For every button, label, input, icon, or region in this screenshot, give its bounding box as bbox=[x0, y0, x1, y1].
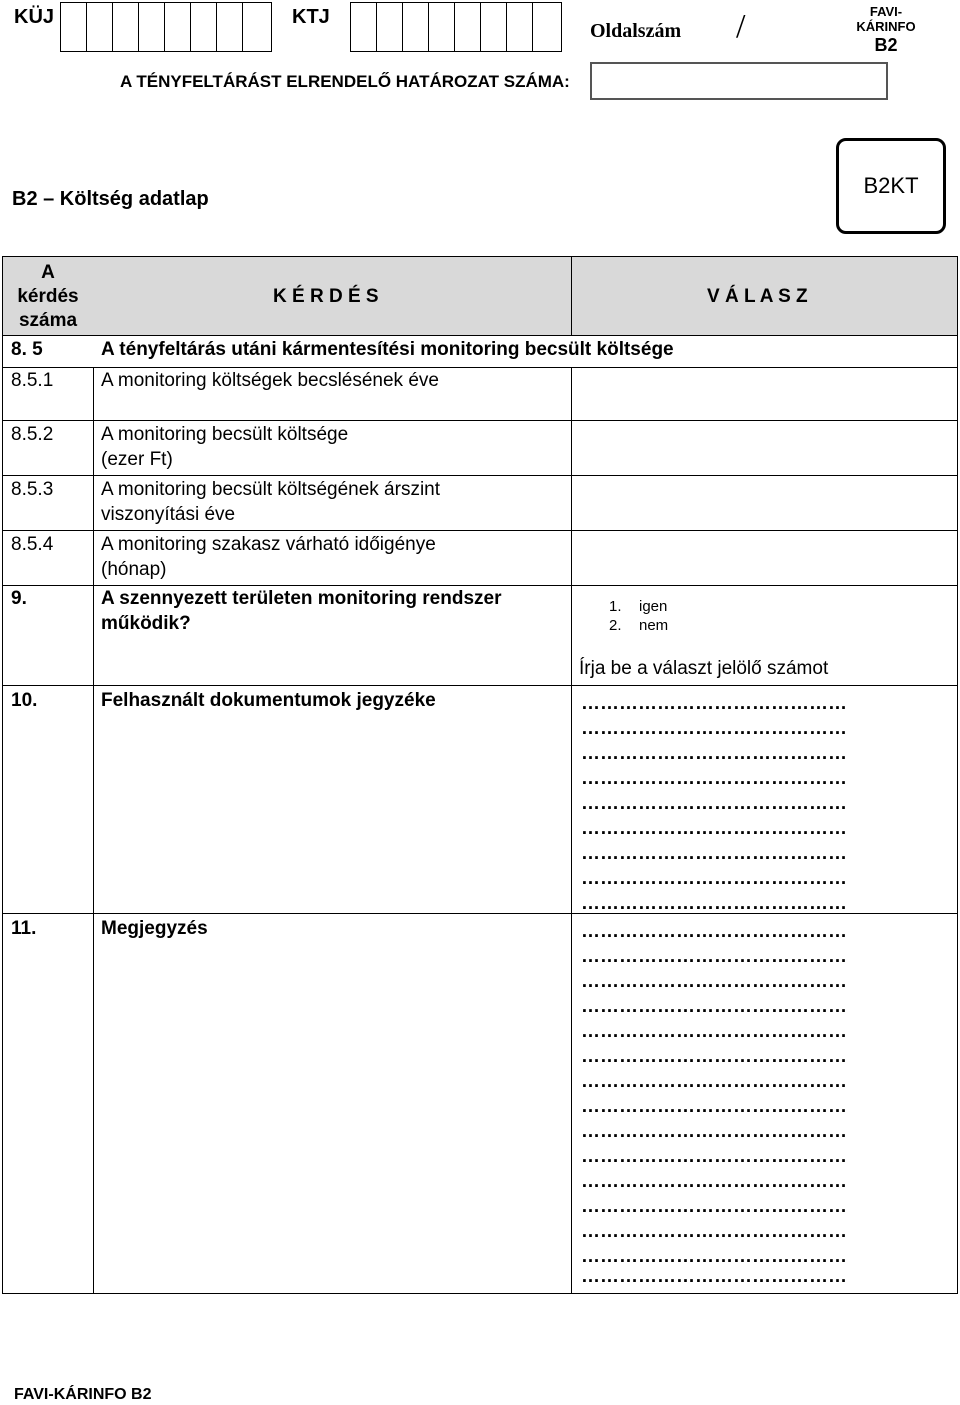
dotted-line: …………………………………… bbox=[581, 868, 847, 889]
col-header-answer: V Á L A S Z bbox=[707, 286, 808, 307]
dotted-line: …………………………………… bbox=[581, 793, 847, 814]
answer-field-8-5-4[interactable] bbox=[573, 531, 957, 585]
hatarozat-input[interactable] bbox=[590, 62, 888, 100]
row-question: A monitoring becsült költsége bbox=[101, 424, 349, 445]
option-label-nem: nem bbox=[639, 617, 669, 634]
dotted-line: …………………………………… bbox=[581, 1221, 847, 1242]
row-num: 9. bbox=[11, 588, 27, 609]
row-num: 8.5.1 bbox=[11, 370, 54, 391]
row-question-line-2: (ezer Ft) bbox=[101, 449, 173, 470]
dotted-line: …………………………………… bbox=[581, 1096, 847, 1117]
row-question-line-2: működik? bbox=[101, 613, 191, 634]
kuj-label: KÜJ bbox=[14, 6, 55, 28]
row-num: 10. bbox=[11, 690, 38, 711]
footer-text: FAVI-KÁRINFO B2 bbox=[14, 1386, 152, 1403]
col-header-num bbox=[3, 261, 93, 333]
dotted-line: …………………………………… bbox=[581, 996, 847, 1017]
q11-answer-area[interactable] bbox=[573, 915, 957, 1293]
dotted-line: …………………………………… bbox=[581, 971, 847, 992]
dotted-line: …………………………………… bbox=[581, 818, 847, 839]
answer-field-8-5-2[interactable] bbox=[573, 421, 957, 475]
row-question: A monitoring becsült költségének árszint bbox=[101, 479, 441, 500]
dotted-line: …………………………………… bbox=[581, 1246, 847, 1267]
dotted-line: …………………………………… bbox=[581, 946, 847, 967]
dotted-line: …………………………………… bbox=[581, 693, 847, 714]
row-num: 8.5.4 bbox=[11, 534, 54, 555]
row-question: A monitoring szakasz várható időigénye bbox=[101, 534, 436, 555]
option-num: 2. bbox=[609, 617, 622, 634]
favi-line-1: FAVI- bbox=[869, 4, 903, 19]
row-question: A szennyezett területen monitoring rendszer bbox=[101, 588, 502, 609]
form-code: B2KT bbox=[863, 173, 919, 198]
answer-field-8-5-1[interactable] bbox=[573, 368, 957, 420]
oldalszam-label: Oldalszám bbox=[590, 20, 682, 42]
dotted-line: …………………………………… bbox=[581, 1071, 847, 1092]
section-title: A tényfeltárás utáni kármentesítési monitoring becsült költsége bbox=[101, 339, 674, 360]
option-num: 1. bbox=[609, 598, 622, 615]
ktj-input-boxes[interactable] bbox=[350, 2, 562, 52]
col-header-num-line: száma bbox=[18, 310, 78, 331]
section-num: 8. 5 bbox=[11, 339, 43, 360]
col-header-num-line: kérdés bbox=[17, 286, 79, 307]
q11-label: Megjegyzés bbox=[101, 918, 208, 939]
option-label-igen: igen bbox=[639, 598, 668, 615]
row-question-line-2: viszonyítási éve bbox=[101, 504, 236, 525]
dotted-line: …………………………………… bbox=[581, 921, 847, 942]
data-table bbox=[2, 256, 958, 1294]
row-num: 11. bbox=[11, 918, 37, 939]
page-slash: / bbox=[736, 8, 746, 45]
dotted-line: …………………………………… bbox=[581, 1196, 847, 1217]
dotted-line: …………………………………… bbox=[581, 1046, 847, 1067]
dotted-line: …………………………………… bbox=[581, 1266, 847, 1287]
answer-field-8-5-3[interactable] bbox=[573, 476, 957, 530]
row-question-line-2: (hónap) bbox=[101, 559, 167, 580]
favi-line-2: KÁRINFO bbox=[856, 19, 916, 34]
form-code-box bbox=[836, 138, 946, 234]
col-header-num-line: A bbox=[41, 262, 55, 283]
q9-hint: Írja be a választ jelölő számot bbox=[579, 658, 829, 679]
q10-label: Felhasznált dokumentumok jegyzéke bbox=[101, 690, 436, 711]
dotted-line: …………………………………… bbox=[581, 743, 847, 764]
dotted-line: …………………………………… bbox=[581, 1171, 847, 1192]
dotted-line: …………………………………… bbox=[581, 1121, 847, 1142]
dotted-line: …………………………………… bbox=[581, 1021, 847, 1042]
q10-answer-area[interactable] bbox=[573, 687, 957, 913]
dotted-line: …………………………………… bbox=[581, 768, 847, 789]
dotted-line: …………………………………… bbox=[581, 893, 847, 914]
favi-line-3: B2 bbox=[874, 35, 898, 55]
q9-options bbox=[609, 597, 668, 635]
favi-kainfo-badge bbox=[846, 4, 926, 56]
dotted-line: …………………………………… bbox=[581, 718, 847, 739]
row-num: 8.5.2 bbox=[11, 424, 54, 445]
table-header bbox=[3, 257, 957, 335]
dotted-line: …………………………………… bbox=[581, 1146, 847, 1167]
hatarozat-label: A TÉNYFELTÁRÁST ELRENDELŐ HATÁROZAT SZÁMA: bbox=[120, 72, 570, 91]
col-header-question: K É R D É S bbox=[273, 286, 379, 307]
form-title: B2 – Költség adatlap bbox=[12, 188, 209, 210]
kuj-input-boxes[interactable] bbox=[60, 2, 272, 52]
row-question: A monitoring költségek becslésének éve bbox=[101, 370, 439, 391]
ktj-label: KTJ bbox=[292, 6, 330, 28]
dotted-line: …………………………………… bbox=[581, 843, 847, 864]
row-num: 8.5.3 bbox=[11, 479, 54, 500]
